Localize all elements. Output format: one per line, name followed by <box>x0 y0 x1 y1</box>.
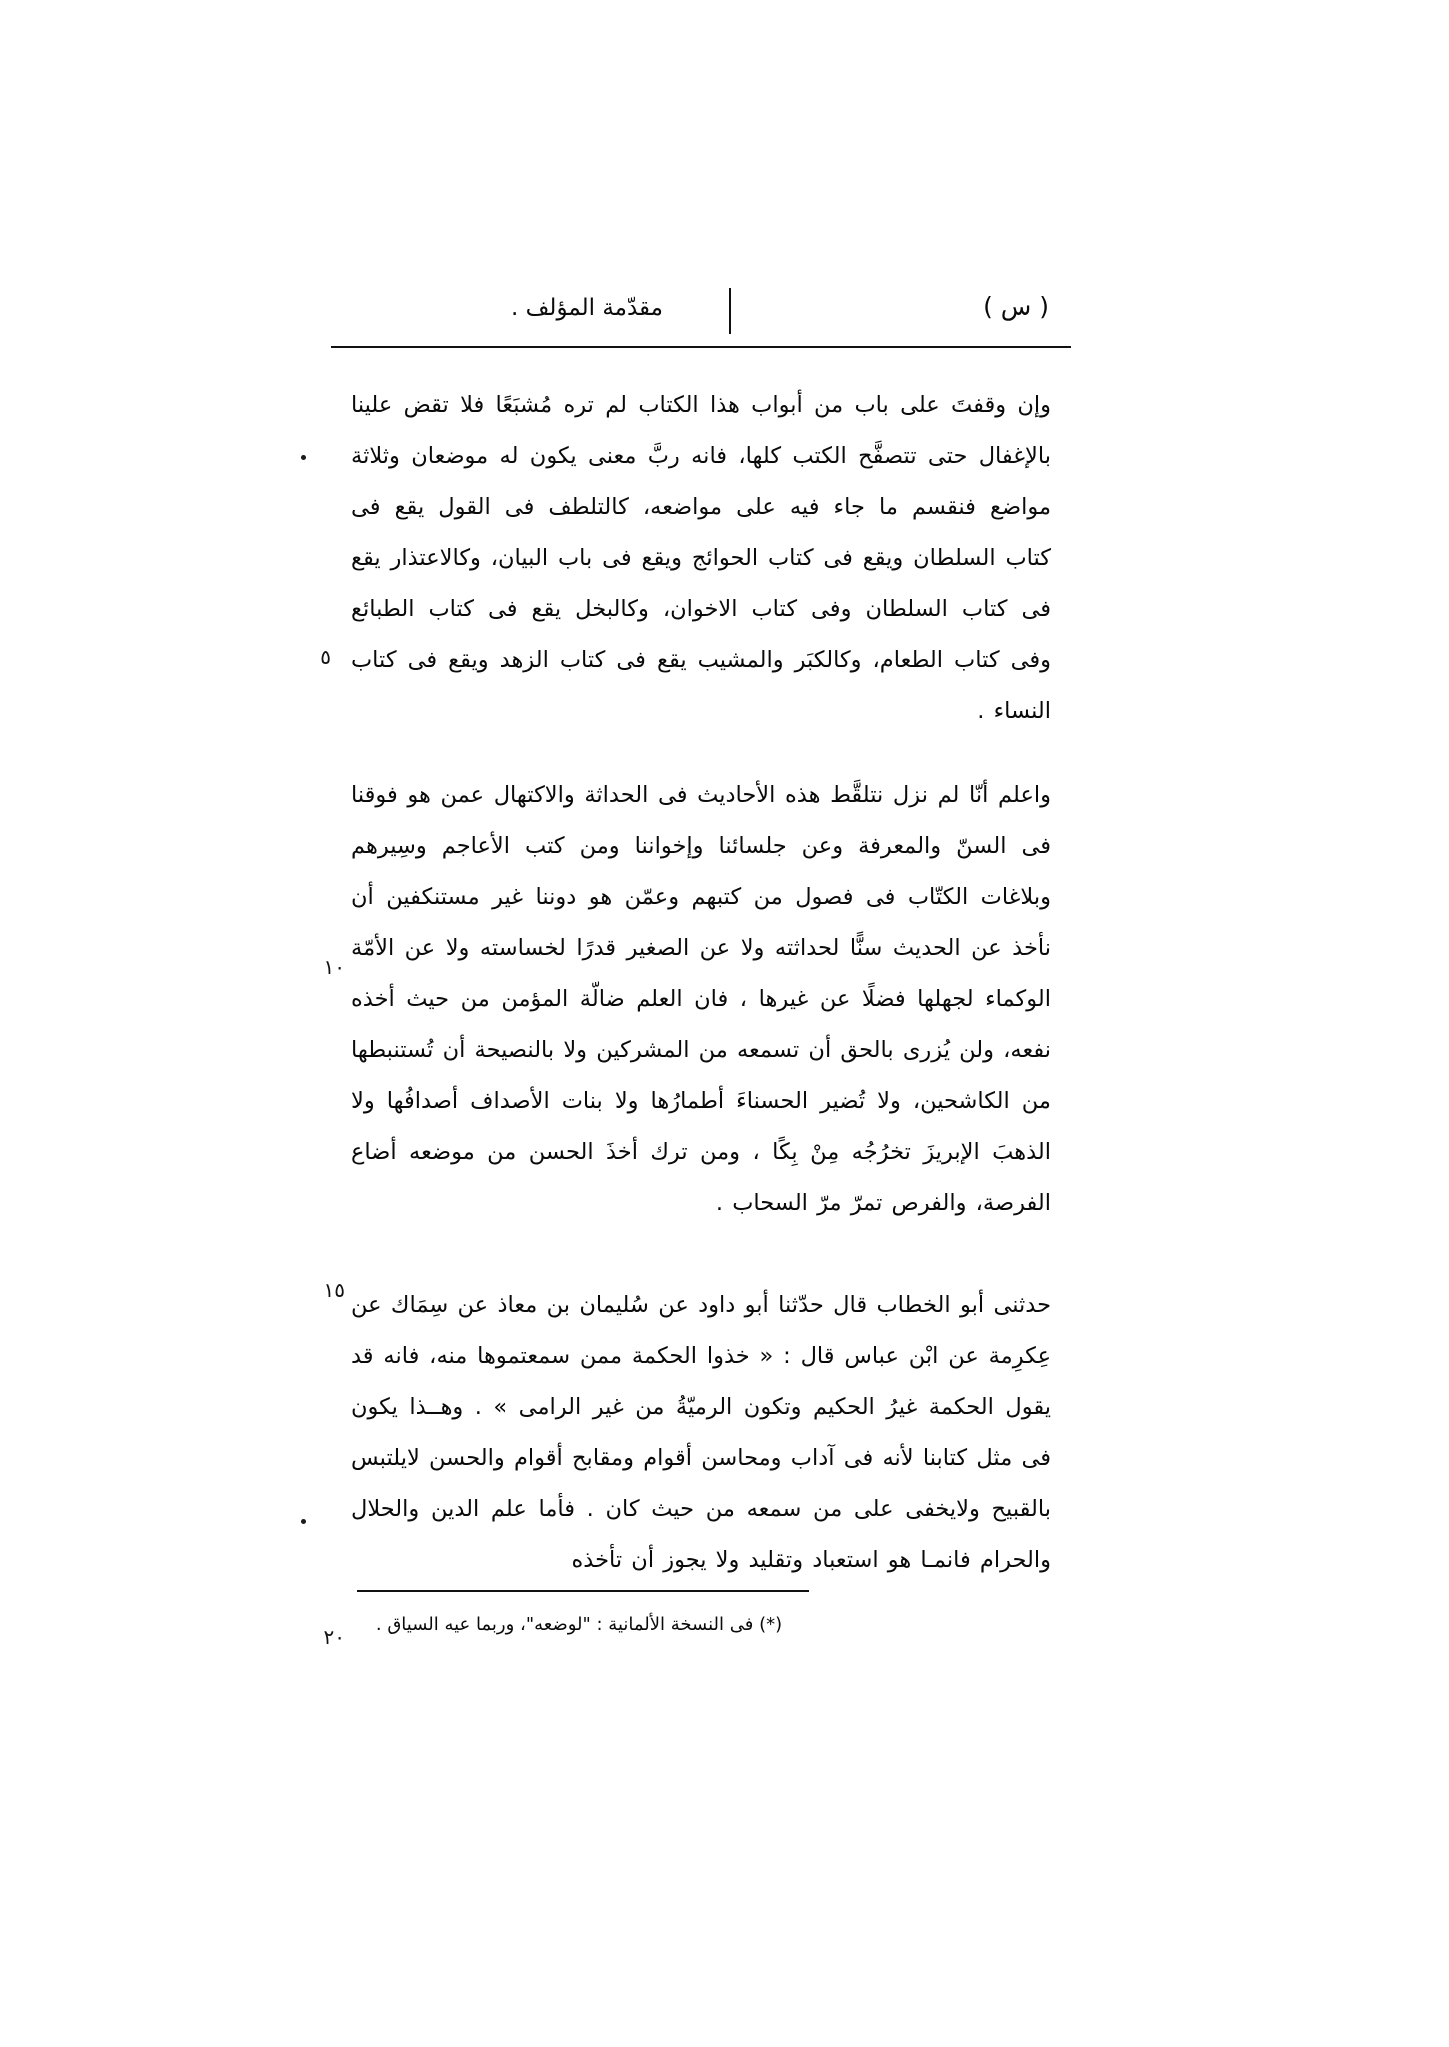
footnote-separator <box>357 1590 809 1592</box>
page-header-inner <box>331 292 1071 321</box>
footnote <box>349 1610 809 1640</box>
page-header <box>331 292 1071 348</box>
paragraph-text: حدثنى أبو الخطاب قال حدّثنا أبو داود عن سُليمان بن معاذ عن سِمَاك عن عِكرِمة عن ابْن عباس قال : « خذوا الحكمة ممن سمعتموها منه، فانه قد يقول الحكمة غيرُ الحكيم وتكون الرميّةُ من غير الرامى » . وهــذا يكون فى مثل كتابنا لأنه فى آداب ومحاسن أقوام ومقابح أقوام والحسن لايلتبس بالقبيح ولايخفى على من سمعه من حيث كان . فأما علم الدين والحلال والحرام فانمـا هو استعباد وتقليد ولا يجوز أن تأخذه <box>351 1292 1051 1573</box>
ink-speck <box>301 1519 306 1524</box>
line-number-5: ٥ <box>320 645 331 669</box>
ink-speck <box>301 455 306 460</box>
line-number-10: ١٠ <box>323 955 345 979</box>
header-vertical-rule <box>729 288 731 334</box>
header-horizontal-rule <box>331 346 1071 348</box>
body-paragraph-2 <box>351 770 1051 1229</box>
footnote-text: فى النسخة الألمانية : "لوضعه"، وربما عيه السياق . <box>375 1614 754 1635</box>
footnote-marker: (*) <box>759 1614 783 1635</box>
paragraph-text: وإن وقفتَ على باب من أبواب هذا الكتاب لم تره مُشبَعًا فلا تقض علينا بالإغفال حتى تتصفَّح الكتب كلها، فانه ربَّ معنى يكون له موضعان وثلاثة مواضع فنقسم ما جاء فيه على مواضعه، كالتلطف فى القول يقع فى كتاب السلطان ويقع فى كتاب الحوائج ويقع فى باب البيان، وكالاعتذار يقع فى كتاب السلطان وفى كتاب الاخوان، وكالبخل يقع فى كتاب الطبائع وفى كتاب الطعام، وكالكبَر والمشيب يقع فى كتاب الزهد ويقع فى كتاب النساء . <box>351 392 1051 724</box>
body-paragraph-1 <box>351 380 1051 737</box>
paragraph-text: واعلم أنّا لم نزل نتلقَّط هذه الأحاديث فى الحداثة والاكتهال عمن هو فوقنا فى السنّ والمعرفة وعن جلسائنا وإخواننا ومن كتب الأعاجم وسِيرهم وبلاغات الكتّاب فى فصول من كتبهم وعمّن هو دوننا غير مستنكفين أن نأخذ عن الحديث سنًّا لحداثته ولا عن الصغير قدرًا لخساسته ولا عن الأمّة الوكماء لجهلها فضلًا عن غيرها ، فان العلم ضالّة المؤمن من حيث أخذه نفعه، ولن يُزرى بالحق أن تسمعه من المشركين ولا بالنصيحة أن تُستنبطها من الكاشحين، ولا تُضير الحسناءَ أطمارُها ولا بنات الأصداف أصدافُها ولا الذهبَ الإبريزَ تخرُجُه مِنْ بِكًا ، ومن ترك أخذَ الحسن من موضعه أضاع الفرصة، والفرص تمرّ مرّ السحاب . <box>351 782 1051 1216</box>
running-title: مقدّمة المؤلف . <box>511 295 664 321</box>
line-number-15: ١٥ <box>323 1278 345 1302</box>
body-paragraph-3 <box>351 1280 1051 1586</box>
signature-mark: ( س ) <box>983 292 1049 321</box>
line-number-20: ٢٠ <box>323 1625 345 1649</box>
